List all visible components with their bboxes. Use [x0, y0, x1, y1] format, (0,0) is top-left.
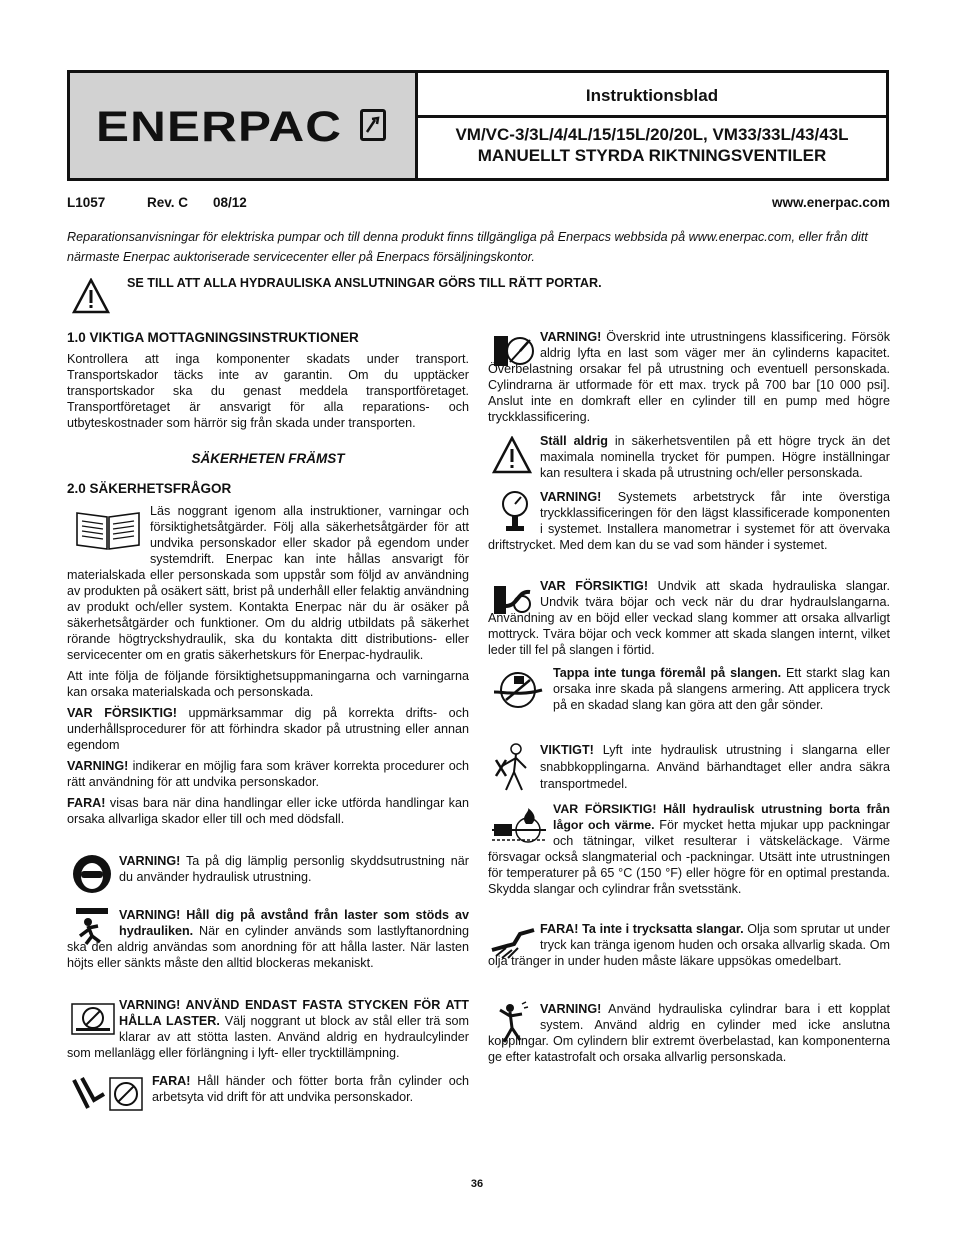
model-title: [418, 119, 886, 166]
intro-text: Reparationsanvisningar för elektriska pumpar och till denna produkt finns tillgängliga på Enerpacs webbsida på www.enerpac.com, eller från ditt närmaste Enerpac auktoriserade servicecenter eller på Enerpacs försäljningskontor.: [67, 230, 868, 264]
warning-system-pressure: VARNING! Systemets arbetstryck får inte överstiga tryckklassificeringen för den lägst klassificerade komponenten i systemet. Installera manometrar i systemet för att övervaka driftstrycket. Med dem kan du se vad som händer i systemet.: [488, 490, 890, 552]
logo-panel: [70, 73, 418, 178]
caution-definition: uppmärksammar dig på korrekta drifts- och underhållsprocedurer för att förhindra skador på utrustning eller annan egendom: [67, 706, 469, 752]
warning-definition: indikerar en möjlig fara som kräver korrekta procedurer och rätt användning för att undvika personskador.: [67, 759, 469, 789]
caution-hoses: VAR FÖRSIKTIG! Undvik att skada hydrauliska slangar. Undvik tvära böjar och veck när du drar hydraulslangarna. Användning av en böjd eller veckad slang kommer att orsaka allvarligt mottryck. Tvära böjar och veck kommer att skada slangen internt, vilket leder till fel på slangen i förtid.: [488, 579, 890, 657]
document-title: Instruktionsblad: [418, 73, 886, 118]
warning-triangle-icon: [72, 278, 110, 314]
doc-number: L1057: [67, 195, 106, 210]
caution-label: VAR FÖRSIKTIG!: [67, 706, 177, 720]
main-warning: SE TILL ATT ALLA HYDRAULISKA ANSLUTNINGAR GÖRS TILL RÄTT PORTAR.: [127, 276, 602, 290]
safety-glasses-icon: [71, 853, 113, 895]
relief-valve-notice: Ställ aldrig in säkerhetsventilen på ett högre tryck än det maximala nominella trycket för pumpen. Högre inställningar kan resultera i skada på utrustning och/eller personskada.: [540, 434, 890, 480]
model-line-2: MANUELLT STYRDA RIKTNINGSVENTILER: [477, 146, 827, 165]
section-2-title: 2.0 SÄKERHETSFRÅGOR: [67, 481, 232, 496]
model-line-1: VM/VC-3/3L/4/4L/15/15L/20/20L, VM33/33L/43/43L: [455, 125, 849, 144]
safety-first-heading: SÄKERHETEN FRÄMST: [191, 451, 345, 466]
revision: Rev. C: [147, 195, 189, 210]
enerpac-logo: ENERPAC: [96, 103, 343, 151]
page-number: 36: [470, 1178, 484, 1190]
warning-solid-blocks: VARNING! ANVÄND ENDAST FASTA STYCKEN FÖR ATT HÅLLA LASTER. Välj noggrant ut block av stål eller trä som klarar av att stötta lasten. Använd aldrig en hydraulcylinder som mellanlägg eller förlängning i lyft- eller trycktillämpning.: [67, 998, 469, 1060]
section-1-title: 1.0 VIKTIGA MOTTAGNINGSINSTRUKTIONER: [67, 330, 359, 345]
danger-definition: visas bara när dina handlingar eller icke utförda handlingar kan orsaka allvarliga skador eller till och med dödsfall.: [67, 796, 469, 826]
logo-mark-icon: [360, 109, 386, 141]
warning-rating: VARNING! Överskrid inte utrustningens klassificering. Försök aldrig lyfta en last som väger mer än cylinderns kapacitet. Överbelastning orsakar fel på utrustning och eventuell personskada. Cylindrarna är utformade för ett max. tryck på 700 bar [10 000 psi]. Anslut inte en domkraft eller en cylinder till en pump med högre tryckklassificering.: [488, 330, 890, 424]
caution-heat: VAR FÖRSIKTIG! Håll hydraulisk utrustning borta från lågor och värme. För mycket hetta mjukar upp packningar och tätningar, vilket resulterar i vätskeläckage. Värme försvagar också slangmaterial och -packningar. Utsätt inte utrustningen för temperaturer på 65 °C (150 °F) eller högre för en optimal prestanda. Skydda slangar och cylindrar från svetsstänk.: [488, 802, 890, 896]
danger-hands-feet: FARA! Håll händer och fötter borta från cylinder och arbetsyta vid drift för att undvika personskador.: [152, 1074, 469, 1104]
document-header: [67, 70, 889, 181]
warning-label: VARNING!: [67, 759, 129, 773]
section-2-paragraph: Läs noggrant igenom alla instruktioner, varningar och försiktighetsåtgärder. Följ alla säkerhetsåtgärder för att undvika personskador eller skador på egendom under systemdrift. Enerpac kan inte hållas ansvarigt för materialskada eller personskada som uppstår som följd av användning av produkten på osäkert sätt, brist på underhåll eller felaktig användning av produkt och/eller system. Kontakta Enerpac när du är osäker på säkerhetsåtgärder och funktioner. Om du aldrig utbildats på säkerhet rörande högtryckshydraulik, ska du kontakta ditt distributions- eller servicecenter om en gratis säkerhetskurs för Enerpac-hydraulik.: [67, 504, 469, 662]
website-link[interactable]: www.enerpac.com: [771, 195, 890, 210]
important-lifting: VIKTIGT! Lyft inte hydraulisk utrustning i slangarna eller snabbkopplingarna. Använd bärhandtaget eller andra säkra transportmedel.: [540, 743, 890, 791]
crush-hazard-icon: [70, 1074, 146, 1114]
warning-keep-away-loads: VARNING! Håll dig på avstånd från laster som stöds av hydrauliken. När en cylinder används som lastlyftanordning ska den aldrig användas som anordning för att hålla laster. När lasten höjts eller sänkts måste den alltid blockeras mekaniskt.: [67, 908, 469, 970]
lifting-person-icon: [492, 742, 534, 794]
warning-coupled-system: VARNING! Använd hydrauliska cylindrar bara i ett kopplat system. Använd aldrig en cylinder med icke anslutna kopplingar. Om cylindern blir extremt överbelastad, kan komponenterna ge efter katastrofalt och orsaka allvarlig personskada.: [488, 1002, 890, 1064]
danger-label: FARA!: [67, 796, 106, 810]
follow-warnings-text: Att inte följa de följande försiktighetsuppmaningarna och varningarna kan orsaka materialskada och personskada.: [67, 669, 469, 699]
section-1-text: Kontrollera att inga komponenter skadats under transport. Transportskador täcks inte av garantin. Om du upptäcker transportskador ska du genast meddela transportföretaget. Transportföretaget är ansvarigt för alla reparations- och utbyteskostnader som härrör sig från skada under transporten.: [67, 352, 469, 430]
danger-pressurized-hoses: FARA! Ta inte i trycksatta slangar. Olja som sprutar ut under tryck kan tränga igenom huden och orsaka allvarlig skada. Om olja tränger in under huden måste läkare uppsökas omedelbart.: [488, 922, 891, 968]
revision-date: 08/12: [213, 195, 247, 210]
no-heavy-objects: Tappa inte tunga föremål på slangen. Ett starkt slag kan orsaka inre skada på slangens armering. Att applicera tryck på en skadad slang kan göra att den går sönder.: [553, 666, 890, 712]
warning-triangle-icon-2: [492, 436, 532, 474]
section-2-text: [67, 503, 469, 827]
warning-ppe: VARNING! Ta på dig lämplig personlig skyddsutrustning när du använder hydraulisk utrustning.: [119, 854, 469, 884]
